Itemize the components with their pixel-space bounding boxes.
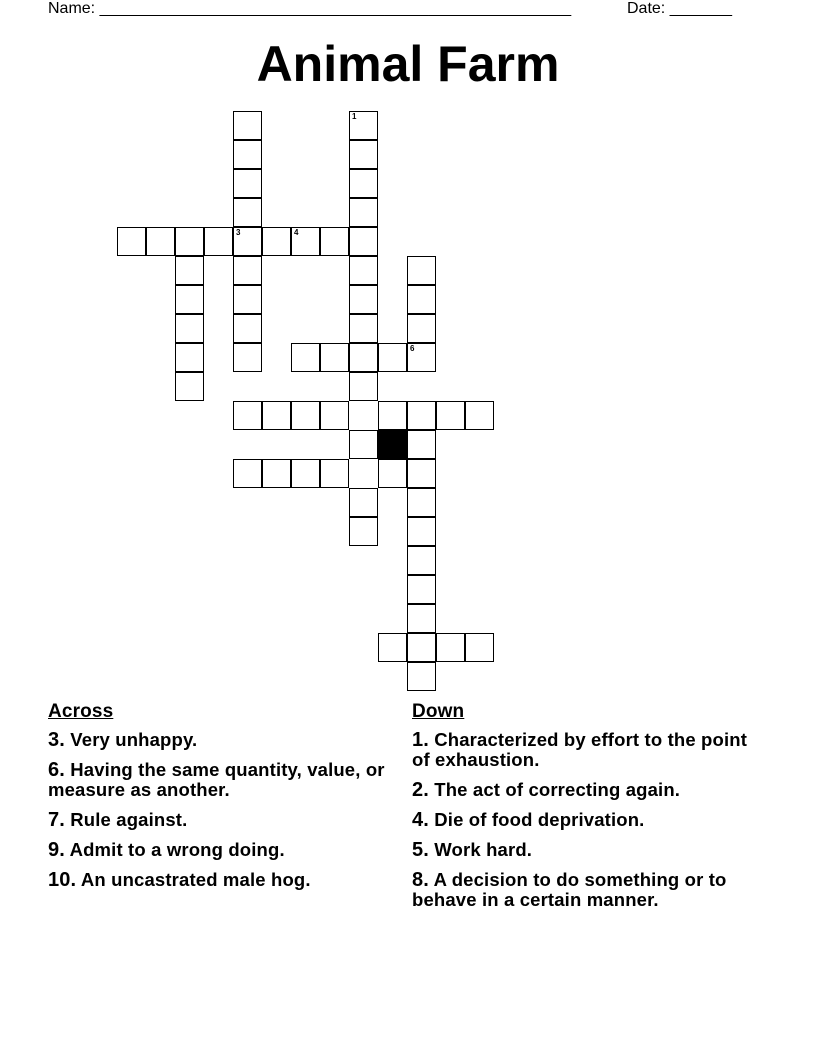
date-field-label[interactable]: Date: _______ — [627, 0, 732, 17]
answer-cell[interactable] — [349, 140, 378, 169]
answer-cell[interactable] — [407, 662, 436, 691]
answer-cell[interactable] — [233, 169, 262, 198]
clue-number-label: 6 — [410, 343, 415, 353]
answer-cell[interactable] — [262, 401, 291, 430]
down-clues — [412, 700, 757, 920]
clue-number-label: 1 — [352, 111, 357, 121]
answer-cell[interactable] — [233, 285, 262, 314]
clue-number: 3. — [48, 729, 65, 751]
down-clue — [412, 730, 757, 770]
answer-cell[interactable] — [407, 575, 436, 604]
answer-cell[interactable] — [291, 459, 320, 488]
answer-cell[interactable] — [175, 227, 204, 256]
answer-cell[interactable] — [233, 401, 262, 430]
answer-cell[interactable] — [175, 256, 204, 285]
answer-cell[interactable] — [407, 488, 436, 517]
answer-cell[interactable] — [407, 314, 436, 343]
answer-cell[interactable] — [407, 343, 436, 372]
clue-number-label: 4 — [294, 227, 299, 237]
clue-number: 8. — [412, 869, 429, 891]
answer-cell[interactable] — [407, 459, 436, 488]
answer-cell[interactable] — [378, 401, 407, 430]
answer-cell[interactable] — [378, 343, 407, 372]
answer-cell[interactable] — [349, 169, 378, 198]
clue-number: 1. — [412, 729, 429, 751]
answer-cell[interactable] — [233, 140, 262, 169]
answer-cell[interactable] — [407, 604, 436, 633]
clue-number: 6. — [48, 759, 65, 781]
answer-cell[interactable] — [233, 227, 262, 256]
blocked-cell — [378, 430, 407, 459]
clue-number: 5. — [412, 839, 429, 861]
answer-cell[interactable] — [349, 517, 378, 546]
answer-cell[interactable] — [407, 256, 436, 285]
across-clue — [48, 870, 393, 890]
clue-text: Die of food deprivation. — [434, 809, 645, 830]
answer-cell[interactable] — [291, 227, 320, 256]
down-heading: Down — [412, 701, 465, 722]
clue-text: A decision to do something or to behave in a certain manner. — [412, 869, 727, 910]
answer-cell[interactable] — [349, 256, 378, 285]
answer-cell[interactable] — [349, 314, 378, 343]
answer-cell[interactable] — [407, 430, 436, 459]
across-clue — [48, 760, 393, 800]
answer-cell[interactable] — [146, 227, 175, 256]
clue-text: Having the same quantity, value, or measure as another. — [48, 759, 385, 800]
answer-cell[interactable] — [204, 227, 233, 256]
answer-cell[interactable] — [407, 401, 436, 430]
clue-number: 10. — [48, 869, 77, 891]
clue-text: Rule against. — [70, 809, 188, 830]
answer-cell[interactable] — [407, 517, 436, 546]
answer-cell[interactable] — [320, 401, 349, 430]
answer-cell[interactable] — [349, 285, 378, 314]
answer-cell[interactable] — [291, 343, 320, 372]
answer-cell[interactable] — [233, 198, 262, 227]
clue-number: 9. — [48, 839, 65, 861]
answer-cell[interactable] — [349, 198, 378, 227]
answer-cell[interactable] — [407, 633, 436, 662]
down-clue — [412, 840, 757, 860]
across-heading: Across — [48, 701, 114, 722]
clue-text: Work hard. — [434, 839, 533, 860]
answer-cell[interactable] — [117, 227, 146, 256]
clue-number: 7. — [48, 809, 65, 831]
answer-cell[interactable] — [378, 459, 407, 488]
answer-cell[interactable] — [349, 343, 378, 372]
answer-cell[interactable] — [436, 633, 465, 662]
answer-cell[interactable] — [407, 285, 436, 314]
answer-cell[interactable] — [320, 227, 349, 256]
clue-text: An uncastrated male hog. — [80, 869, 311, 890]
answer-cell[interactable] — [349, 227, 378, 256]
answer-cell[interactable] — [262, 459, 291, 488]
clue-text: Admit to a wrong doing. — [69, 839, 285, 860]
answer-cell[interactable] — [175, 372, 204, 401]
answer-cell[interactable] — [262, 227, 291, 256]
answer-cell[interactable] — [349, 372, 378, 401]
down-clue — [412, 810, 757, 830]
answer-cell[interactable] — [465, 401, 494, 430]
answer-cell[interactable] — [175, 343, 204, 372]
across-clue — [48, 840, 393, 860]
page-title: Animal Farm — [256, 36, 560, 92]
answer-cell[interactable] — [320, 343, 349, 372]
answer-cell[interactable] — [233, 256, 262, 285]
clue-text: Characterized by effort to the point of exhaustion. — [412, 729, 748, 770]
clue-number: 2. — [412, 779, 429, 801]
answer-cell[interactable] — [233, 343, 262, 372]
across-clue — [48, 730, 393, 750]
name-field-label[interactable]: Name: _____________________________________________________ — [48, 0, 572, 17]
clue-number-label: 3 — [236, 227, 241, 237]
answer-cell[interactable] — [233, 314, 262, 343]
answer-cell[interactable] — [349, 488, 378, 517]
answer-cell[interactable] — [175, 314, 204, 343]
across-clue — [48, 810, 393, 830]
clue-text: Very unhappy. — [70, 729, 198, 750]
answer-cell[interactable] — [436, 401, 465, 430]
answer-cell[interactable] — [175, 285, 204, 314]
answer-cell[interactable] — [378, 633, 407, 662]
answer-cell[interactable] — [320, 459, 349, 488]
answer-cell[interactable] — [349, 111, 378, 140]
answer-cell[interactable] — [233, 111, 262, 140]
down-clue — [412, 870, 757, 910]
down-clue — [412, 780, 757, 800]
answer-cell[interactable] — [291, 401, 320, 430]
answer-cell[interactable] — [465, 633, 494, 662]
clue-text: The act of correcting again. — [434, 779, 681, 800]
answer-cell[interactable] — [233, 459, 262, 488]
answer-cell[interactable] — [349, 430, 378, 459]
answer-cell[interactable] — [407, 546, 436, 575]
clue-number: 4. — [412, 809, 429, 831]
across-clues — [48, 700, 393, 900]
